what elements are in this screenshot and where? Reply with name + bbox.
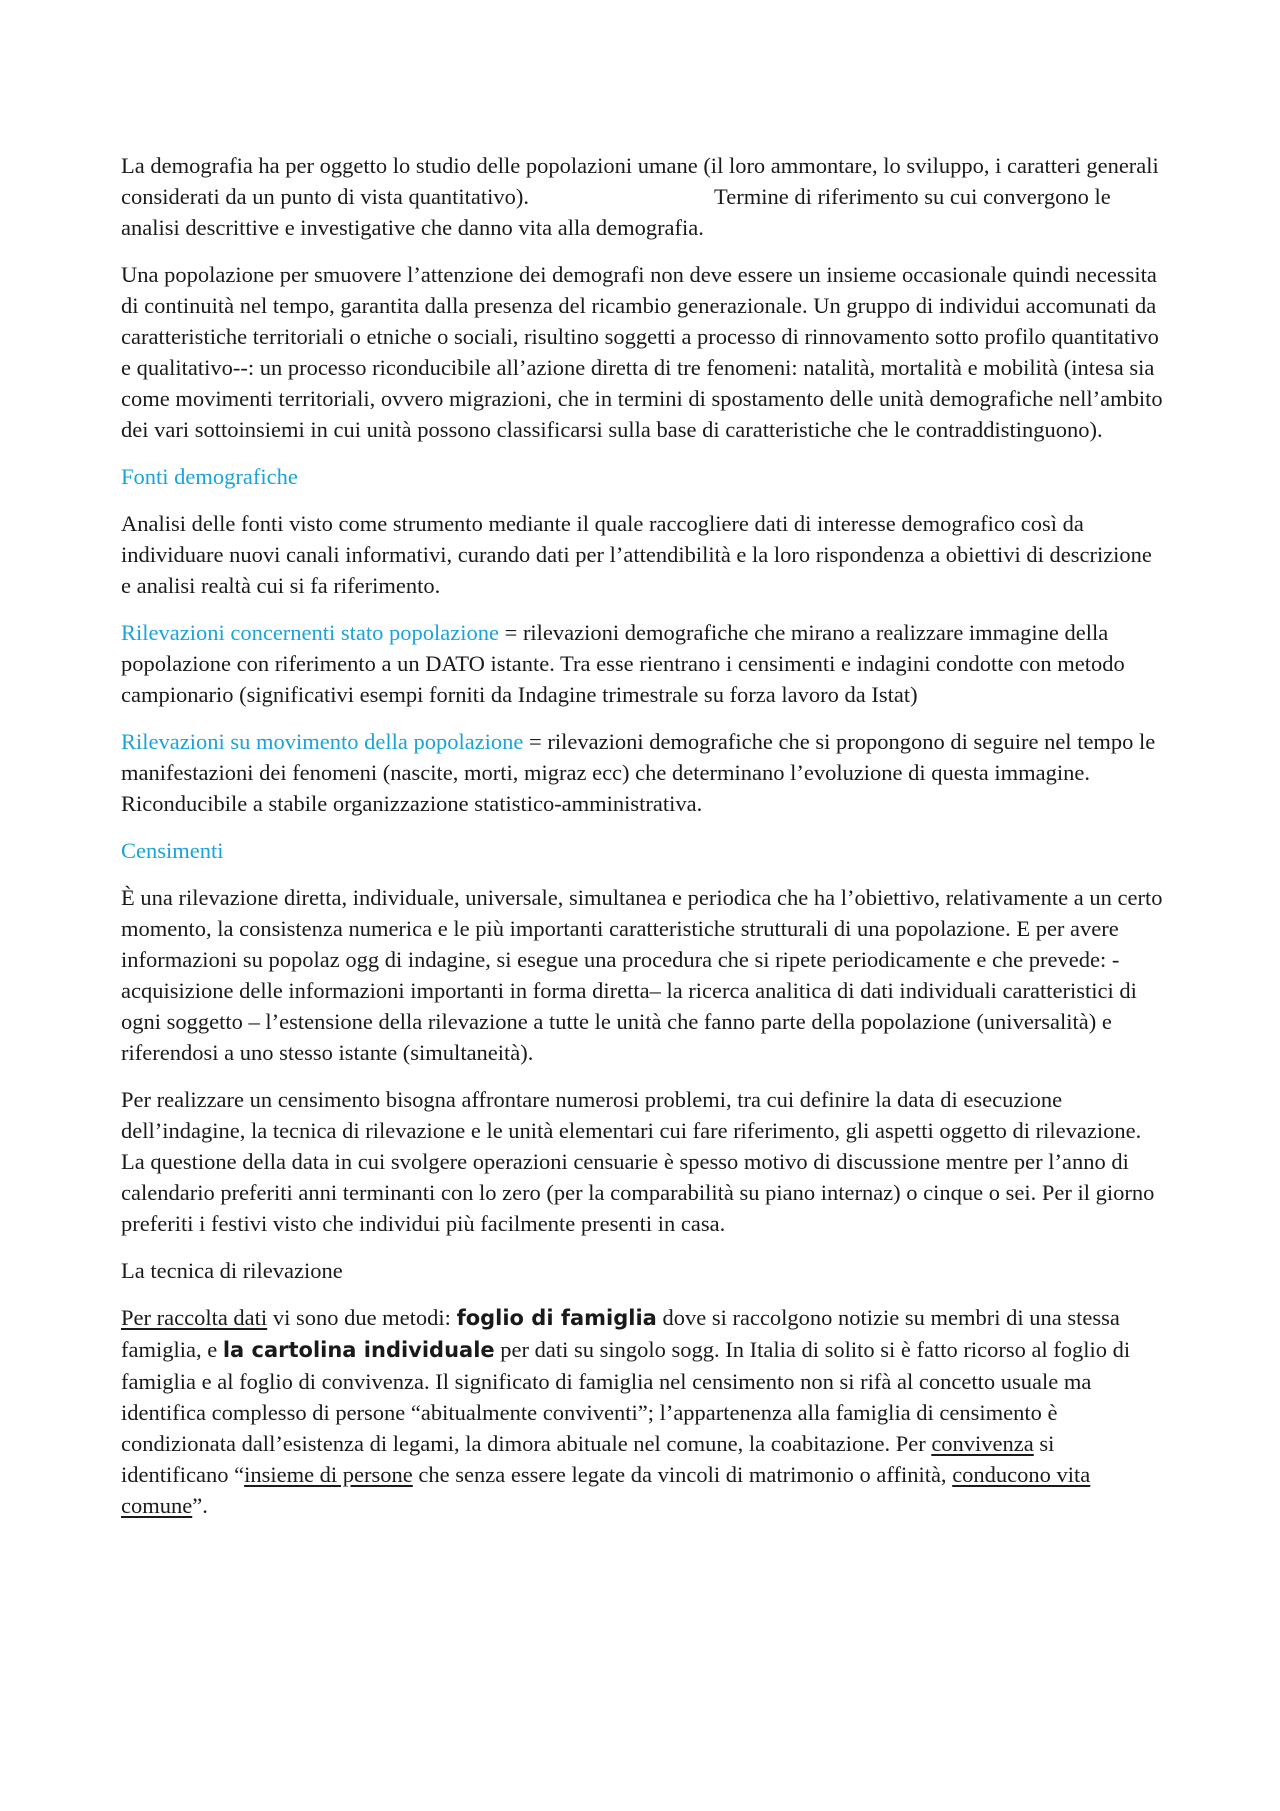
text-segment: per dati su singolo sogg. In Italia di solito si è fatto ricorso al foglio di famiglia e al foglio di convivenza. Il significato di famiglia nel censimento non si rifà al concetto usuale ma identifica complesso di persone “abitualmente conviventi”; l’appartenenza alla famiglia di censimento è condizionata dall’esistenza di legami, la dimora abituale nel comune, la coabitazione. Per xyxy=(121,1337,1131,1456)
bold-cartolina-individuale: la cartolina individuale xyxy=(222,1338,495,1362)
text-segment: vi sono due metodi: xyxy=(267,1305,457,1330)
paragraph-intro xyxy=(121,150,1166,243)
term-rilevazioni-stato: Rilevazioni concernenti stato popolazione xyxy=(121,620,499,645)
document-page xyxy=(121,150,1166,1537)
underlined-vita-comune: conducono vita comune xyxy=(121,1462,1091,1518)
definition-rilevazioni-stato: = rilevazioni demografiche che mirano a realizzare immagine della popolazione con riferimento a un DATO istante. Tra esse rientrano i censimenti e indagini condotte con metodo campionario (significativi esempi forniti da Indagine trimestrale su forza lavoro da Istat) xyxy=(121,620,1125,707)
definition-rilevazioni-movimento: = rilevazioni demografiche che si propongono di seguire nel tempo le manifestazioni dei fenomeni (nascite, morti, migraz ecc) che determinano l’evoluzione di questa immagine. Riconducibile a stabile organizzazione statistico-amministrativa. xyxy=(121,729,1156,816)
heading-tecnica-rilevazione: La tecnica di rilevazione xyxy=(121,1258,343,1283)
term-rilevazioni-movimento: Rilevazioni su movimento della popolazione xyxy=(121,729,524,754)
paragraph-popolazione: Una popolazione per smuovere l’attenzione dei demografi non deve essere un insieme occasionale quindi necessita di continuità nel tempo, garantita dalla presenza del ricambio generazionale. Un gruppo di individui accomunati da caratteristiche territoriali o etniche o sociali, risultino soggetti a processo di rinnovamento sotto profilo quantitativo e qualitativo--: un processo riconducibile all’azione diretta di tre fenomeni: natalità, mortalità e mobilità (intesa sia come movimenti territoriali, ovvero migrazioni, che in termini di spostamento delle unità demografiche nell’ambito dei vari sottoinsiemi in cui unità possono classificarsi sulla base di caratteristiche che le contraddistinguono). xyxy=(121,262,1163,442)
underlined-convivenza: convivenza xyxy=(931,1431,1034,1456)
heading-censimenti: Censimenti xyxy=(121,838,224,863)
paragraph-censimento-problemi: Per realizzare un censimento bisogna affrontare numerosi problemi, tra cui definire la data di esecuzione dell’indagine, la tecnica di rilevazione e le unità elementari cui fare riferimento, gli aspetti oggetto di rilevazione. La questione della data in cui svolgere operazioni censuarie è spesso motivo di discussione mentre per l’anno di calendario preferiti anni terminanti con lo zero (per la comparabilità su piano internaz) o cinque o sei. Per il giorno preferiti i festivi visto che individui più facilmente presenti in casa. xyxy=(121,1087,1155,1236)
text-segment: dove si raccolgono notizie su membri di una stessa famiglia, e xyxy=(121,1305,1120,1362)
text-segment: ”. xyxy=(192,1493,208,1518)
intro-text: La demografia ha per oggetto lo studio delle popolazioni umane (il loro ammontare, lo sviluppo, i caratteri generali considerati da un punto di vista quantitativo). xyxy=(121,153,1159,209)
heading-fonti-demografiche: Fonti demografiche xyxy=(121,464,298,489)
underlined-raccolta-dati: Per raccolta dati xyxy=(121,1305,268,1330)
text-segment: che senza essere legate da vincoli di matrimonio o affinità, xyxy=(412,1462,953,1487)
paragraph-raccolta-dati xyxy=(121,1302,1166,1521)
paragraph-fonti: Analisi delle fonti visto come strumento mediante il quale raccogliere dati di interesse demografico così da individuare nuovi canali informativi, curando dati per l’attendibilità e la loro rispondenza a obiettivi di descrizione e analisi realtà cui si fa riferimento. xyxy=(121,511,1152,598)
underlined-insieme-persone: insieme di persone xyxy=(244,1462,413,1487)
paragraph-rilevazioni-movimento xyxy=(121,726,1166,819)
bold-foglio-famiglia: foglio di famiglia xyxy=(456,1306,657,1330)
intro-text-continued: Termine di riferimento su cui convergono le analisi descrittive e investigative che danno vita alla demografia. xyxy=(121,184,1111,240)
text-segment: si identificano “ xyxy=(121,1431,1055,1487)
paragraph-rilevazioni-stato xyxy=(121,617,1166,710)
paragraph-censimento-definizione: È una rilevazione diretta, individuale, universale, simultanea e periodica che ha l’obiettivo, relativamente a un certo momento, la consistenza numerica e le più importanti caratteristiche strutturali di una popolazione. E per avere informazioni su popolaz ogg di indagine, si esegue una procedura che si ripete periodicamente e che prevede: - acquisizione delle informazioni importanti in forma diretta– la ricerca analitica di dati individuali caratteristici di ogni soggetto – l’estensione della rilevazione a tutte le unità che fanno parte della popolazione (universalità) e riferendosi a uno stesso istante (simultaneità). xyxy=(121,885,1163,1065)
